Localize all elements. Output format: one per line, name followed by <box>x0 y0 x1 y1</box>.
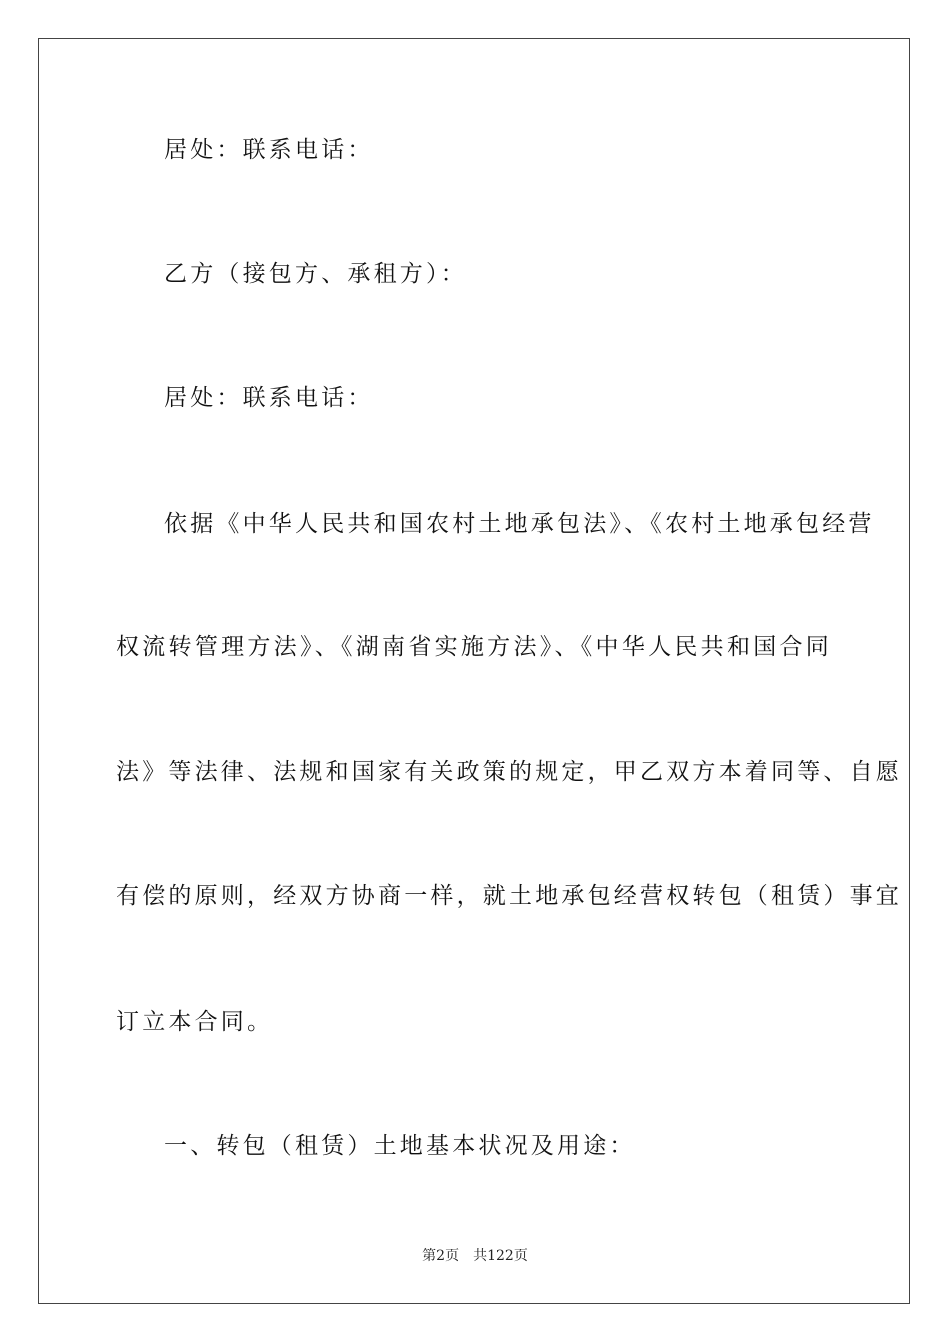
preamble-line-1: 依据《中华人民共和国农村土地承包法》、《农村土地承包经营 <box>164 511 875 537</box>
preamble-line-2: 权流转管理方法》、《湖南省实施方法》、《中华人民共和国合同 <box>116 634 832 660</box>
party-b-address-phone: 居处：联系电话： <box>164 385 374 411</box>
page-footer <box>0 1246 950 1266</box>
party-b-label: 乙方（接包方、承租方）： <box>164 261 467 287</box>
preamble-line-4: 有偿的原则，经双方协商一样，就土地承包经营权转包（租赁）事宜 <box>116 883 902 909</box>
page-frame <box>38 38 910 1304</box>
section-heading-1: 一、转包（租赁）土地基本状况及用途： <box>164 1133 636 1159</box>
page-total: 共122页 <box>473 1248 528 1264</box>
party-a-address-phone: 居处：联系电话： <box>164 137 374 163</box>
preamble-line-3: 法》等法律、法规和国家有关政策的规定，甲乙双方本着同等、自愿 <box>116 759 902 785</box>
page-number: 第2页 <box>422 1248 460 1264</box>
preamble-line-5: 订立本合同。 <box>116 1009 274 1035</box>
